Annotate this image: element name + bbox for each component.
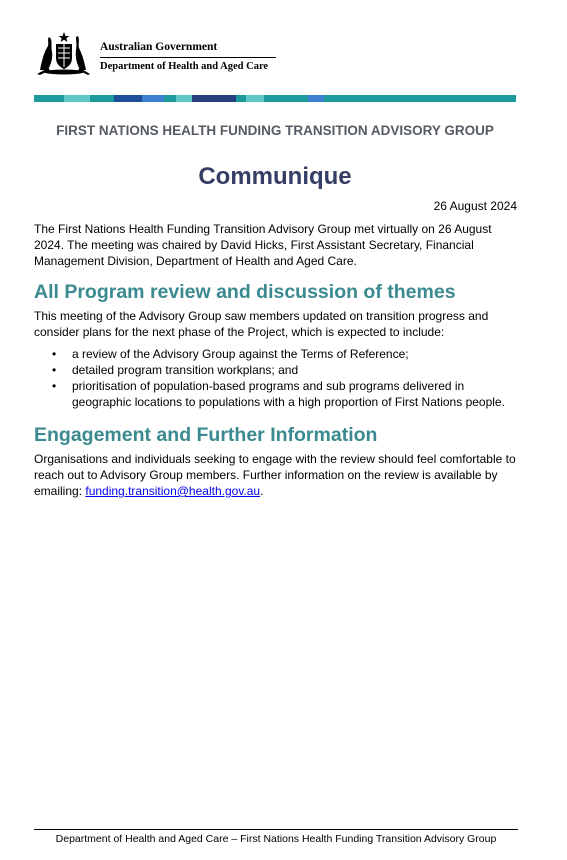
government-name: Australian Government: [100, 41, 218, 53]
section1-heading: All Program review and discussion of themes: [34, 281, 456, 303]
stripe-segment: [246, 95, 264, 102]
document-title: Communique: [198, 163, 352, 190]
section2-heading: Engagement and Further Information: [34, 424, 378, 446]
section2-trailing: .: [260, 484, 264, 498]
stripe-segment: [114, 95, 142, 102]
section1-bullet-list: [52, 346, 522, 410]
department-name: Department of Health and Aged Care: [100, 61, 269, 72]
decorative-stripe: [34, 95, 516, 102]
coat-of-arms-icon: [34, 30, 94, 76]
stripe-segment: [34, 95, 64, 102]
stripe-segment: [308, 95, 324, 102]
section2-paragraph: [34, 451, 518, 499]
stripe-segment: [192, 95, 236, 102]
stripe-segment: [324, 95, 516, 102]
document-subtitle: FIRST NATIONS HEALTH FUNDING TRANSITION ADVISORY GROUP: [56, 123, 494, 138]
list-item: • a review of the Advisory Group against the Terms of Reference;: [52, 346, 522, 362]
email-link[interactable]: funding.transition@health.gov.au: [85, 484, 261, 498]
stripe-segment: [176, 95, 192, 102]
stripe-segment: [90, 95, 114, 102]
header-divider: [100, 57, 276, 58]
government-header: [34, 30, 294, 80]
section1-paragraph: This meeting of the Advisory Group saw members updated on transition progress and consider plans for the next phase of the Project, which is expected to include:: [34, 309, 489, 339]
list-item: • prioritisation of population-based programs and sub programs delivered in geographic locations to populations with a high proportion of First Nations people.: [52, 378, 522, 410]
document-date: 26 August 2024: [433, 199, 517, 213]
section2-text: Organisations and individuals seeking to engage with the review should feel comfortable to reach out to Advisory Group members. Further information on the review is available by emailing:: [34, 452, 516, 498]
stripe-segment: [164, 95, 176, 102]
footer-divider: [34, 829, 518, 830]
intro-paragraph: The First Nations Health Funding Transition Advisory Group met virtually on 26 August 2024. The meeting was chaired by David Hicks, First Assistant Secretary, Financial Management Division, Department of Health and Aged Care.: [34, 222, 492, 268]
stripe-segment: [236, 95, 246, 102]
stripe-segment: [264, 95, 308, 102]
stripe-segment: [64, 95, 90, 102]
stripe-segment: [142, 95, 164, 102]
page-footer: Department of Health and Aged Care – First Nations Health Funding Transition Advisory Group: [55, 833, 497, 845]
list-item: • detailed program transition workplans; and: [52, 362, 522, 378]
